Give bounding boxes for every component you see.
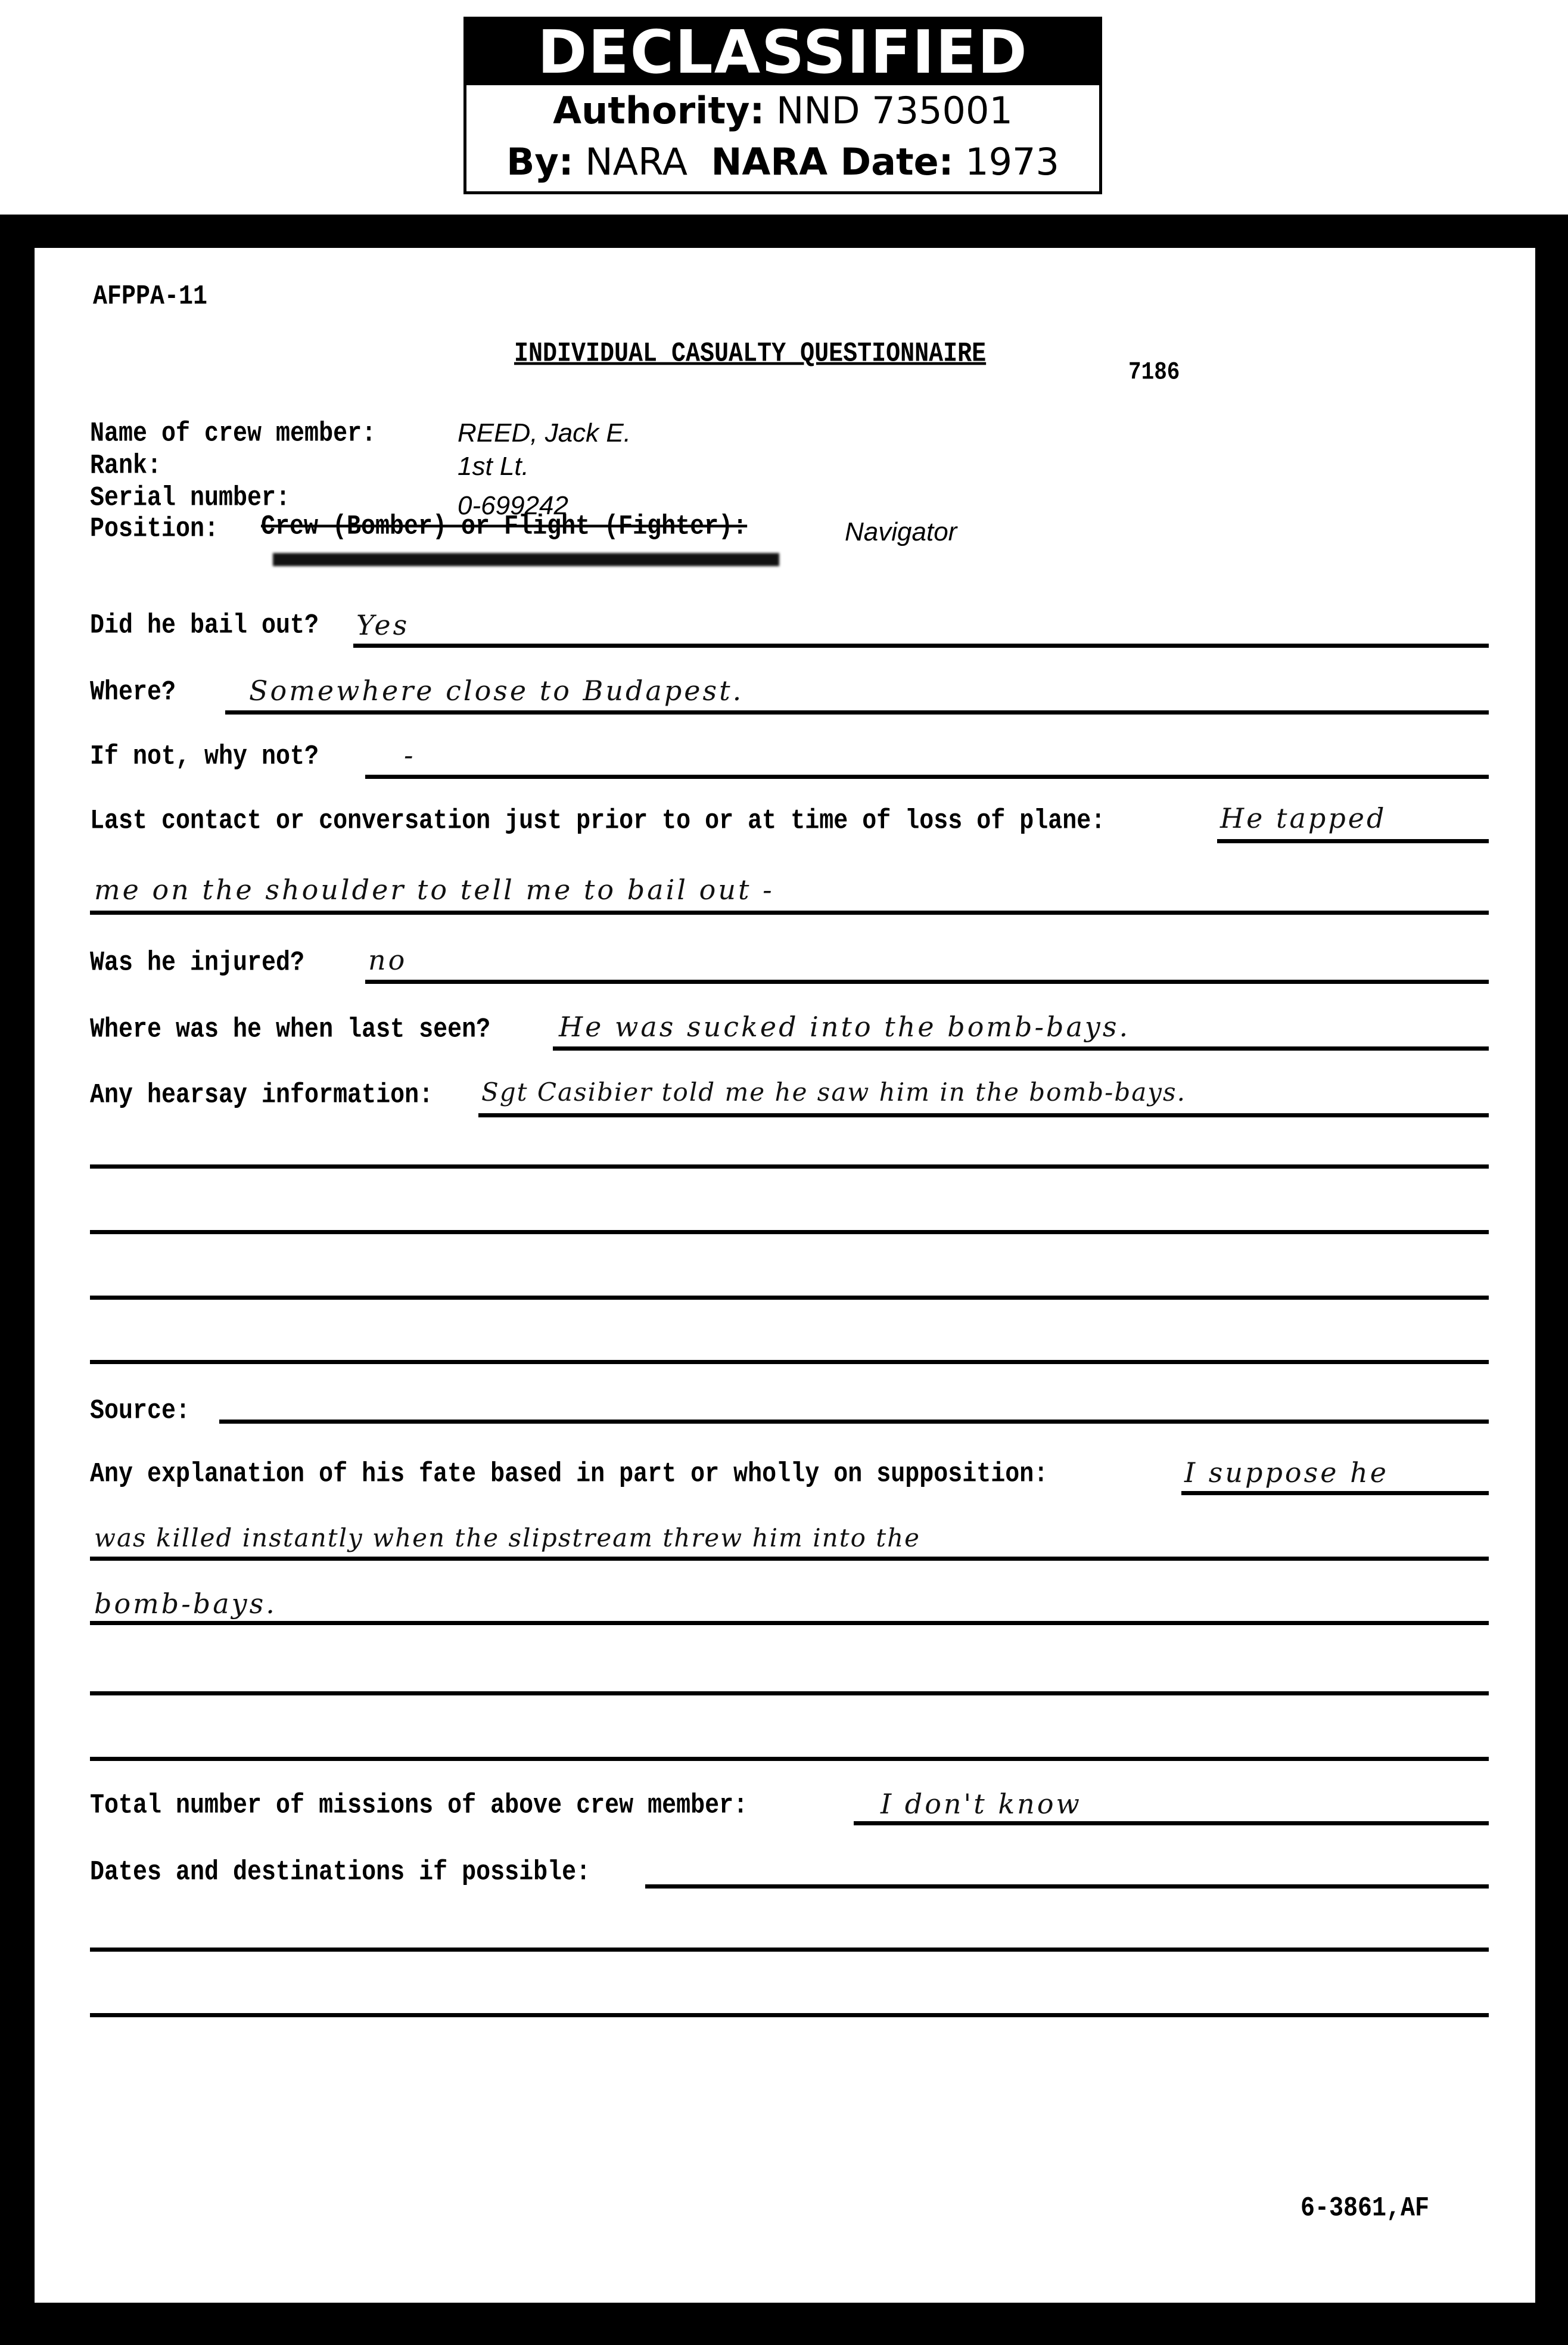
bail-value: Yes: [356, 609, 410, 641]
source-line: [219, 1420, 1489, 1424]
hearsay-value: Sgt Casibier told me he saw him in the bomb-bays.: [481, 1077, 1186, 1107]
declassified-stamp: [463, 17, 1102, 194]
name-label: Name of crew member:: [90, 418, 377, 450]
explanation-label: Any explanation of his fate based in part or wholly on supposition:: [90, 1459, 1049, 1490]
stamp-by: [466, 136, 1099, 188]
position-label: Position:: [90, 514, 219, 545]
explanation-value-2: was killed instantly when the slipstream threw him into the: [94, 1523, 921, 1552]
last-seen-label: Where was he when last seen?: [90, 1014, 491, 1046]
dates-line-blank: [90, 1948, 1489, 1952]
serial-value: 0-699242: [458, 491, 568, 520]
explanation-line-2: [90, 1557, 1489, 1561]
where-label: Where?: [90, 677, 176, 709]
bail-label: Did he bail out?: [90, 610, 319, 642]
last-contact-value-1: He tapped: [1220, 802, 1387, 834]
authority-label: Authority:: [553, 89, 765, 132]
hearsay-line-blank: [90, 1296, 1489, 1300]
hearsay-line-blank: [90, 1164, 1489, 1169]
last-contact-value-2: me on the shoulder to tell me to bail out -: [94, 874, 774, 906]
hearsay-line-blank: [90, 1360, 1489, 1364]
date-value: 1973: [965, 140, 1059, 184]
by-label: By:: [506, 140, 574, 184]
dates-line: [645, 1884, 1489, 1889]
where-line: [225, 710, 1489, 715]
rank-value: 1st Lt.: [458, 452, 529, 481]
explanation-line-blank: [90, 1757, 1489, 1761]
authority-value: NND 735001: [776, 89, 1013, 132]
name-value: REED, Jack E.: [458, 418, 631, 448]
by-value: NARA: [585, 140, 688, 184]
redaction-mark: [273, 553, 779, 566]
form-title: INDIVIDUAL CASUALTY QUESTIONNAIRE: [514, 338, 987, 370]
explanation-value-1: I suppose he: [1184, 1456, 1389, 1489]
stamp-authority: [466, 85, 1099, 136]
last-contact-line-2: [90, 911, 1489, 915]
explanation-value-3: bomb-bays.: [94, 1588, 277, 1620]
last-contact-label: Last contact or conversation just prior to or at time of loss of plane:: [90, 806, 1106, 837]
last-contact-line-1: [1217, 839, 1489, 843]
dates-line-blank: [90, 2013, 1489, 2017]
position-value: Navigator: [845, 517, 957, 546]
number-stamp: 7186: [1128, 358, 1180, 387]
ifnot-value: -: [404, 739, 416, 771]
injured-label: Was he injured?: [90, 948, 305, 979]
where-value: Somewhere close to Budapest.: [249, 675, 744, 707]
missions-value: I don't know: [881, 1788, 1082, 1820]
questionnaire-page: [35, 248, 1535, 2303]
explanation-line-3: [90, 1621, 1489, 1625]
hearsay-line: [478, 1113, 1489, 1117]
position-struck-text: Crew (Bomber) or Flight (Fighter):: [261, 511, 748, 543]
dates-label: Dates and destinations if possible:: [90, 1857, 591, 1889]
form-footer-number: 6-3861,AF: [1301, 2193, 1430, 2225]
explanation-line-blank: [90, 1691, 1489, 1695]
injured-value: no: [368, 944, 407, 976]
bail-line: [353, 644, 1489, 648]
last-seen-line: [553, 1046, 1489, 1051]
last-seen-value: He was sucked into the bomb-bays.: [559, 1011, 1131, 1043]
missions-label: Total number of missions of above crew member:: [90, 1790, 748, 1822]
date-label: NARA Date:: [711, 140, 954, 184]
serial-label: Serial number:: [90, 483, 291, 514]
ifnot-label: If not, why not?: [90, 741, 319, 773]
hearsay-line-blank: [90, 1230, 1489, 1234]
explanation-line-1: [1181, 1491, 1489, 1495]
injured-line: [365, 980, 1489, 984]
stamp-title: DECLASSIFIED: [466, 20, 1099, 85]
rank-label: Rank:: [90, 451, 162, 482]
hearsay-label: Any hearsay information:: [90, 1080, 434, 1111]
ifnot-line: [365, 775, 1489, 779]
missions-line: [854, 1821, 1489, 1825]
form-code: AFPPA-11: [93, 281, 208, 313]
source-label: Source:: [90, 1396, 191, 1427]
